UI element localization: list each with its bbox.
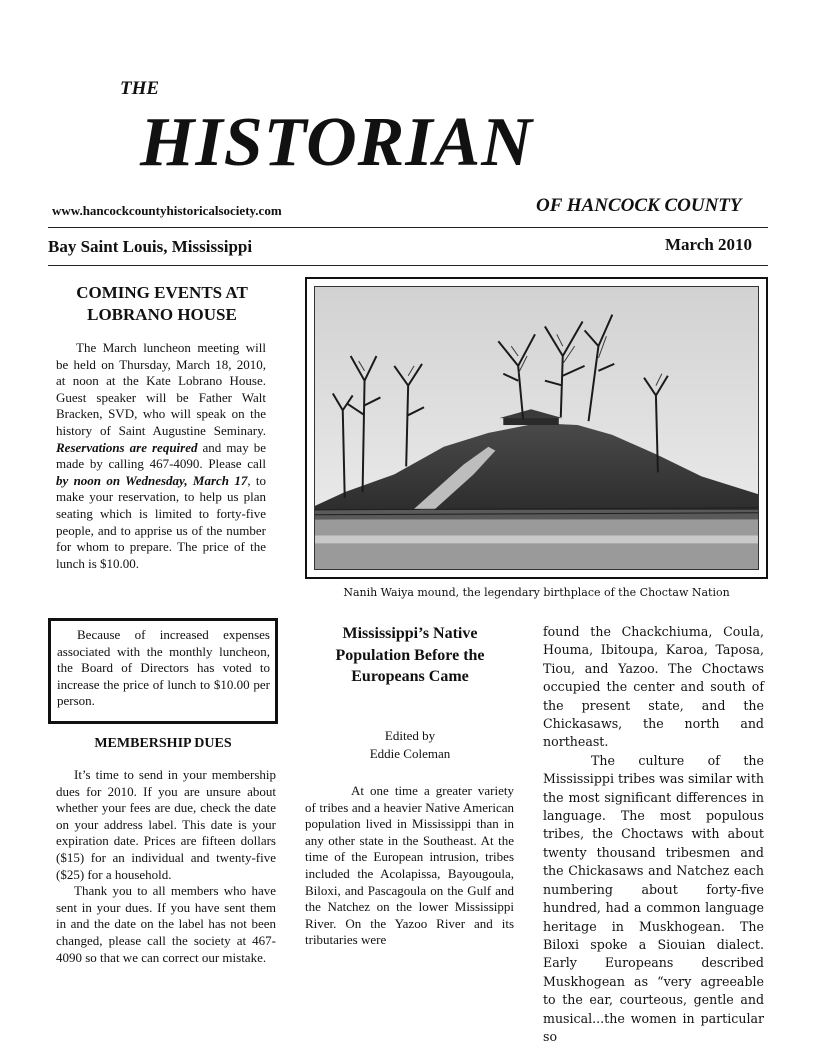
events-text-2: and may be made by calling 467-4090. Please call bbox=[56, 439, 266, 472]
dues-paragraph-1: It’s time to send in your membership dues for 2010. If you are unsure about whether your fees are due, check the date on your address label. This date is your expiration date. Prices are fifteen dollars ($15) for an individual and twenty-five ($25) for a household. bbox=[56, 767, 276, 882]
dues-article bbox=[56, 767, 276, 966]
dues-paragraph-2: Thank you to all members who have sent in your dues. If you have sent them in and the date on the label has not been changed, please call the society at 467-4090 so that we can correct our mistake. bbox=[56, 883, 276, 965]
events-reservations-emphasis: Reservations are required bbox=[56, 439, 198, 455]
events-text-3: , to make your reservation, to help us plan seating which is limited to forty-five people, and to apprise us of the number for whom to prepare. The price of the lunch is $10.00. bbox=[56, 472, 266, 571]
photo-caption: Nanih Waiya mound, the legendary birthplace of the Choctaw Nation bbox=[343, 586, 730, 599]
article-column-middle bbox=[305, 783, 514, 949]
price-notice-text: Because of increased expenses associated with the monthly luncheon, the Board of Directors has voted to increase the price of lunch to $10.00 per person. bbox=[57, 627, 270, 709]
masthead-subtitle: OF HANCOCK COUNTY bbox=[536, 195, 742, 216]
article-paragraph-1: At one time a greater variety of tribes and a heavier Native American population lived in Mississippi than in any other state in the Southeast. At the time of the European intrusion, tribes included the Acolapissa, Bayougoula, Biloxi, and Pascagoula on the Gulf and the Natchez on the lower Mississippi River. On the Yazoo River and its tributaries were bbox=[305, 783, 514, 948]
mound-photo-image bbox=[314, 286, 759, 570]
mound-photo bbox=[305, 277, 768, 579]
header-rule bbox=[48, 227, 768, 228]
location-line: Bay Saint Louis, Mississippi bbox=[48, 237, 253, 256]
price-notice-box bbox=[48, 618, 278, 724]
events-heading: COMING EVENTS AT LOBRANO HOUSE bbox=[76, 283, 248, 324]
article-title: Mississippi’s Native Population Before the Europeans Came bbox=[335, 625, 485, 685]
article-paragraph-3: The culture of the Mississippi tribes was similar with the most significant differences in language. The most populous tribes, the Choctaws with about twenty thousand tribesmen and the Chickasaws and Natchez each numbering about forty-five hundred, had a common language heritage in Muskhogean. The Biloxi spoke a Siouian dialect. Early Europeans described Muskhogean as “very agreeable to the ear, courteous, gentle and musical...the women in particular so bbox=[543, 752, 764, 1044]
events-article bbox=[56, 340, 266, 572]
article-paragraph-2: found the Chackchiuma, Coula, Houma, Ibitoupa, Karoa, Taposa, Tiou, and Yazoo. The Choctaws occupied the center and south of the present state, and the Chickasaws, the north and northeast. bbox=[543, 624, 764, 750]
byline-edited-by: Edited by bbox=[384, 728, 436, 743]
masthead-title: HISTORIAN bbox=[140, 104, 533, 181]
header-rule-lower bbox=[48, 265, 768, 266]
events-text-1: The March luncheon meeting will be held on Thursday, March 18, 2010, at noon at the Kate Lobrano House. Guest speaker will be Father Walt Bracken, SVD, who will speak on the history of Saint Augustine Seminary. bbox=[56, 340, 266, 438]
issue-date: March 2010 bbox=[665, 235, 753, 254]
website-url[interactable]: www.hancockcountyhistoricalsociety.com bbox=[52, 203, 282, 218]
article-byline bbox=[305, 727, 515, 763]
events-deadline-emphasis: by noon on Wednesday, March 17 bbox=[56, 472, 248, 488]
events-paragraph bbox=[56, 340, 266, 572]
byline-author: Eddie Coleman bbox=[369, 746, 451, 761]
dues-heading: MEMBERSHIP DUES bbox=[94, 736, 232, 751]
mound-photo-illustration bbox=[315, 287, 758, 569]
article-column-right bbox=[543, 623, 764, 1046]
masthead-the: THE bbox=[120, 78, 160, 99]
